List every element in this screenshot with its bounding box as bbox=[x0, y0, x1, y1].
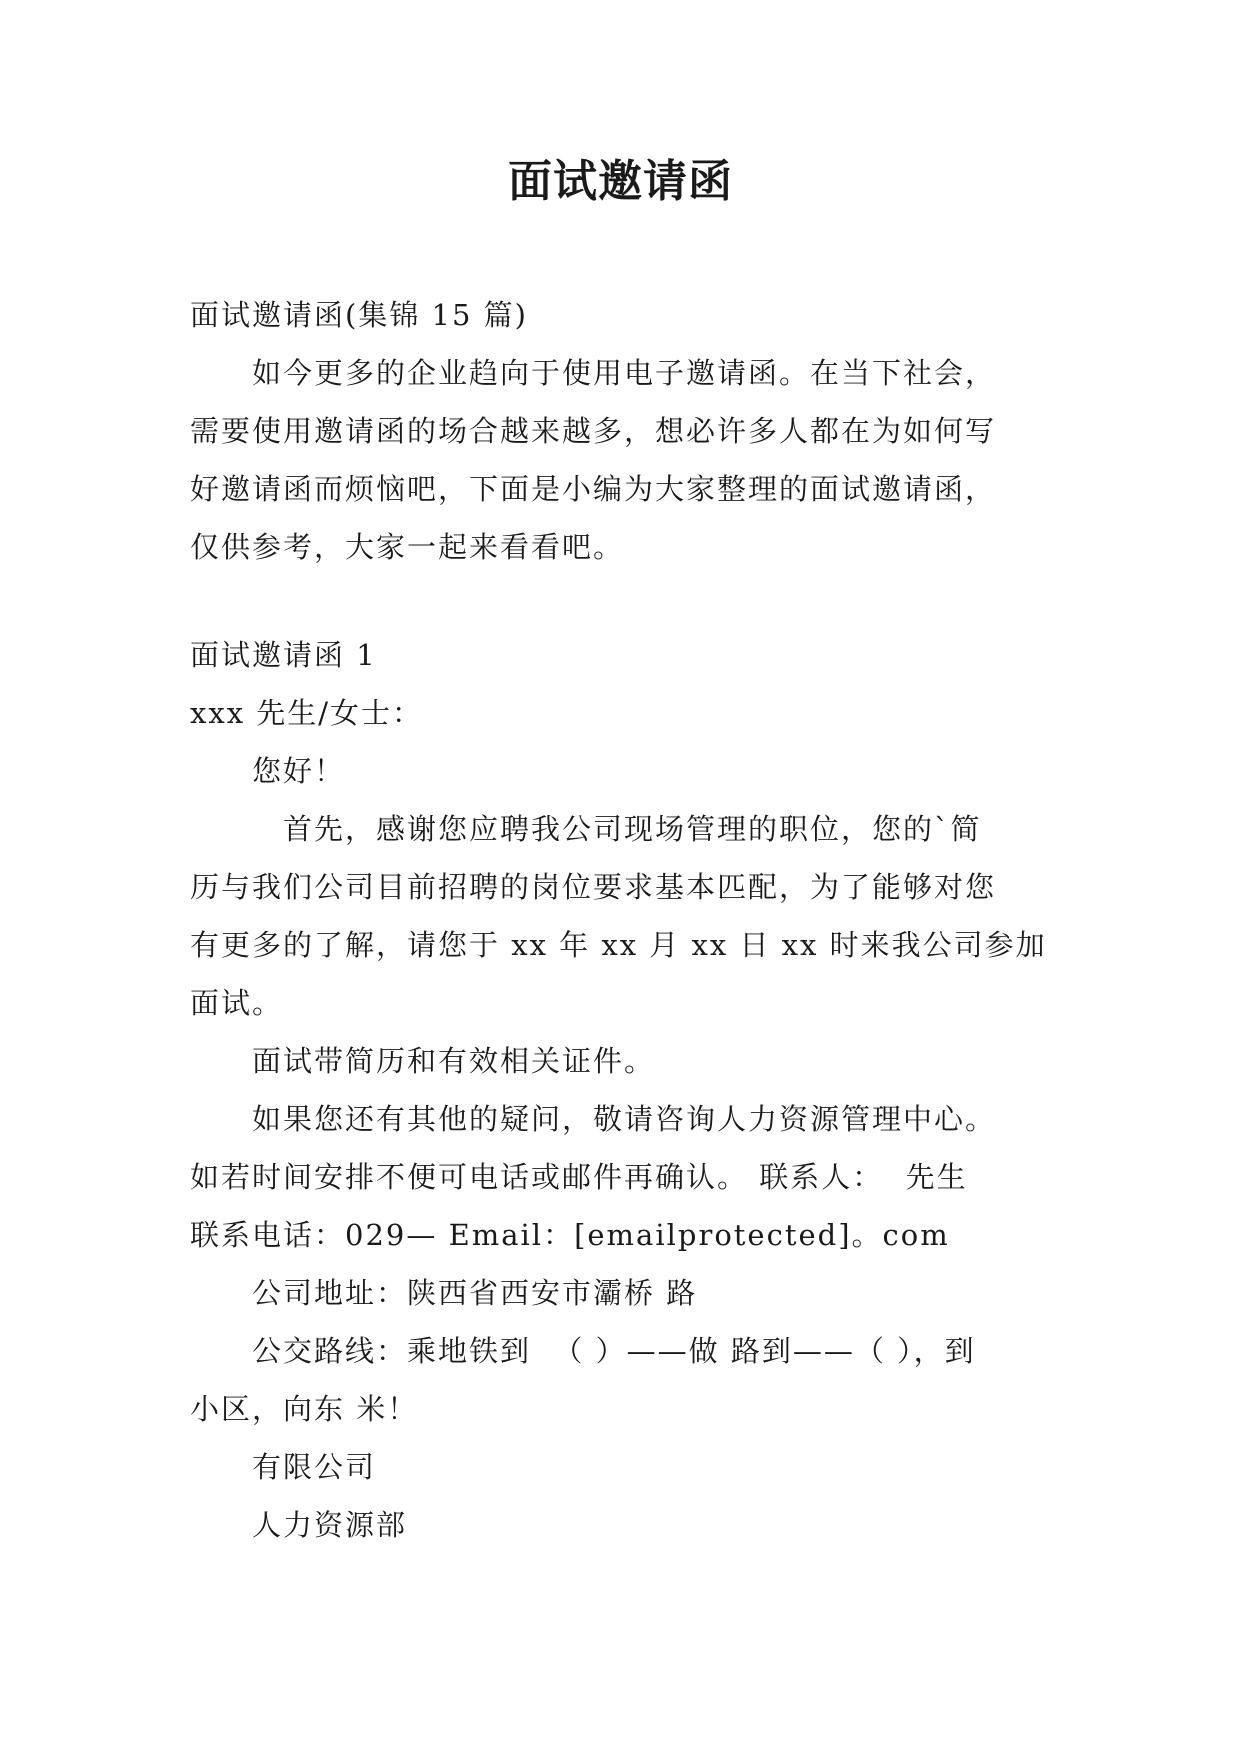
letter-paragraph-3 bbox=[190, 1090, 1070, 1264]
intro-line: 需要使用邀请函的场合越来越多，想必许多人都在为如何写 bbox=[190, 414, 997, 448]
letter-line: 历与我们公司目前招聘的岗位要求基本匹配，为了能够对您 bbox=[190, 870, 997, 904]
section-heading: 面试邀请函 1 bbox=[190, 638, 377, 672]
bus-route-line: 公交路线：乘地铁到 （ ）——做 路到——（ ），到 bbox=[190, 1334, 976, 1368]
letter-line: 首先，感谢您应聘我公司现场管理的职位，您的`简 bbox=[190, 812, 982, 846]
department-name: 人力资源部 bbox=[190, 1508, 408, 1542]
company-address: 公司地址：陕西省西安市灞桥 路 bbox=[190, 1276, 698, 1310]
letter-line: 面试。 bbox=[190, 986, 284, 1020]
bus-route-line: 小区，向东 米！ bbox=[190, 1392, 419, 1426]
letter-line: 有更多的了解，请您于 xx 年 xx 月 xx 日 xx 时来我公司参加 bbox=[190, 928, 1047, 962]
bus-route bbox=[190, 1322, 1070, 1438]
document-title: 面试邀请函 bbox=[508, 156, 733, 207]
intro-line: 仅供参考，大家一起来看看吧。 bbox=[190, 530, 625, 564]
salutation: xxx 先生/女士： bbox=[190, 696, 424, 730]
intro-paragraph bbox=[190, 344, 1070, 576]
intro-line: 好邀请函而烦恼吧，下面是小编为大家整理的面试邀请函， bbox=[190, 472, 997, 506]
letter-paragraph-2: 面试带简历和有效相关证件。 bbox=[190, 1044, 656, 1078]
paragraph-gap bbox=[190, 576, 1070, 626]
letter-line: 联系电话：029— Email：[emailprotected]。com bbox=[190, 1218, 950, 1252]
greeting: 您好！ bbox=[190, 754, 346, 788]
document-body bbox=[190, 286, 1070, 1554]
letter-paragraph-1 bbox=[190, 800, 1070, 1032]
letter-line: 如果您还有其他的疑问，敬请咨询人力资源管理中心。 bbox=[190, 1102, 997, 1136]
company-name: 有限公司 bbox=[190, 1450, 377, 1484]
letter-line: 如若时间安排不便可电话或邮件再确认。 联系人： 先生 bbox=[190, 1160, 968, 1194]
document-subtitle: 面试邀请函(集锦 15 篇) bbox=[190, 298, 528, 332]
intro-line: 如今更多的企业趋向于使用电子邀请函。在当下社会， bbox=[190, 356, 997, 390]
